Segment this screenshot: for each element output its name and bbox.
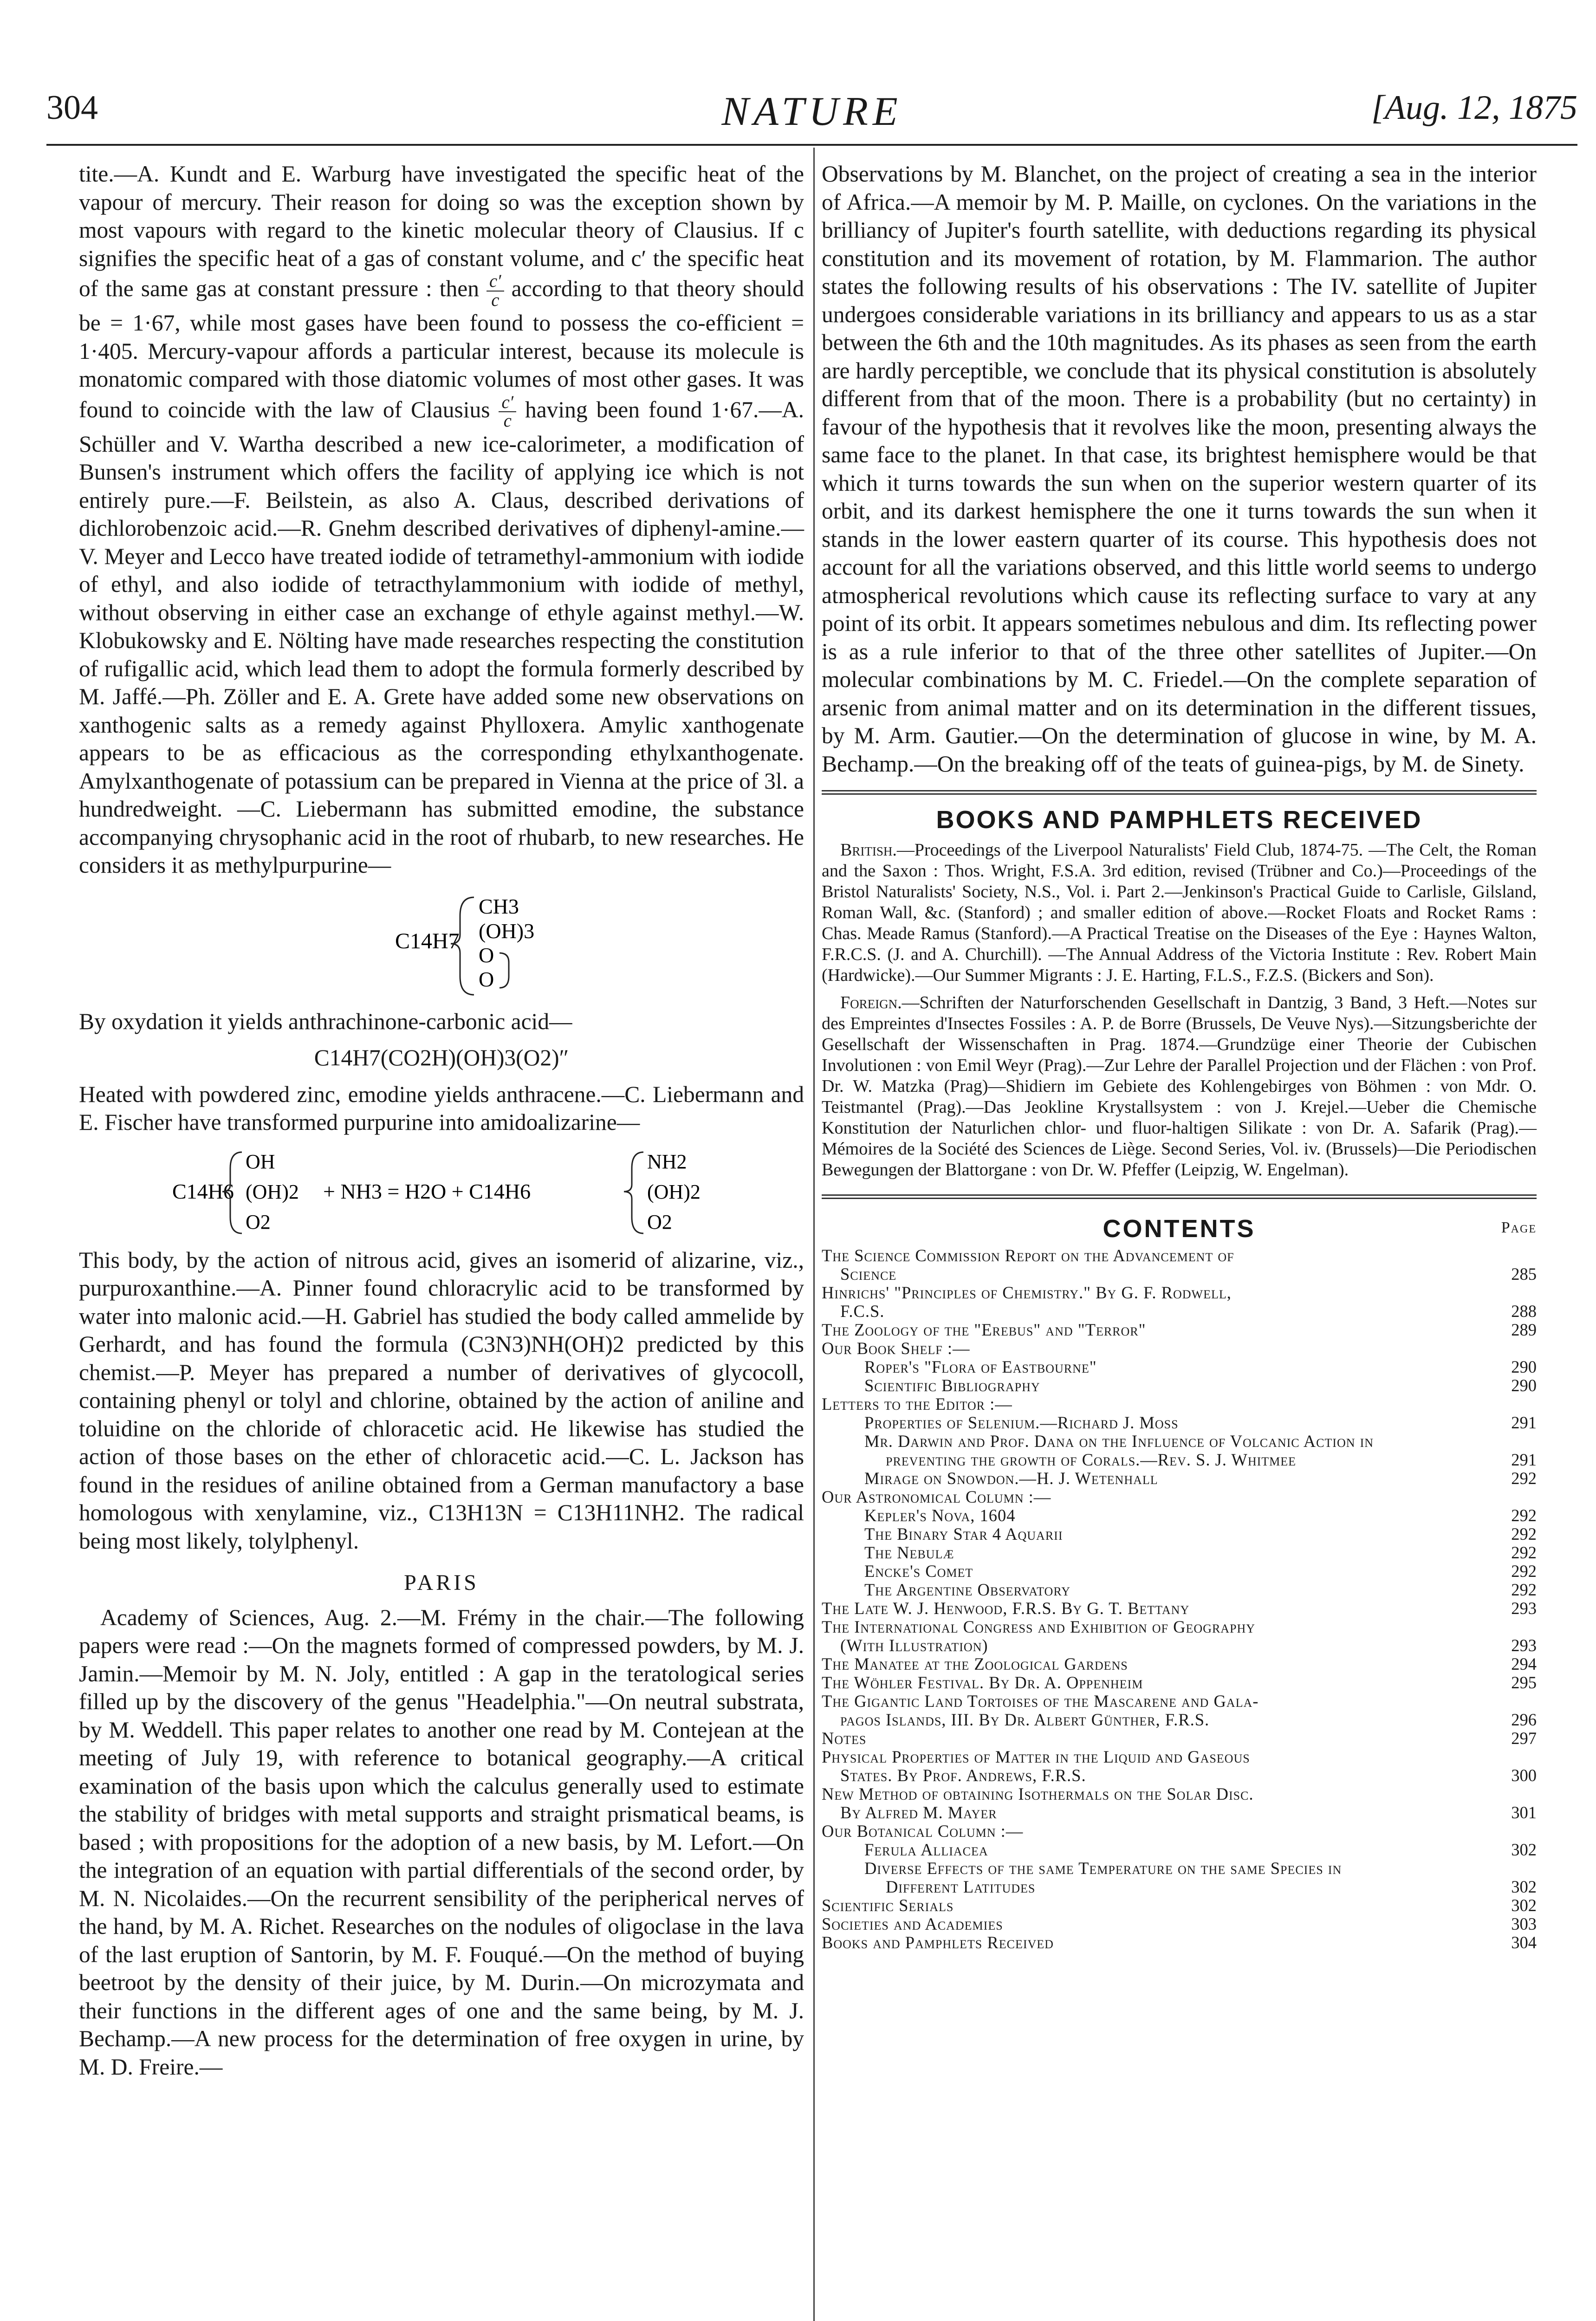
formula-methylpurpurine [79, 888, 804, 999]
toc-entry-title: Notes [822, 1729, 867, 1748]
formula1-inner-brace [500, 953, 509, 988]
toc-entry-title: Books and Pamphlets Received [822, 1933, 1054, 1952]
toc-entry-title: The Binary Star 4 Aquarii [864, 1524, 1063, 1543]
header-rule [46, 144, 1577, 146]
left-paragraph-1 [79, 160, 804, 880]
left-paragraph-3: Heated with powdered zinc, emodine yields anthracene.—C. Liebermann and E. Fischer have transformed purpurine into amidoalizarine— [79, 1081, 804, 1135]
toc-entry[interactable] [822, 1395, 1537, 1413]
toc-entry[interactable] [822, 1785, 1537, 1822]
toc-entry[interactable] [822, 1822, 1537, 1841]
british-entries: —Proceedings of the Liverpool Naturalists' Field Club, 1874-75. —The Celt, the Roman and the Saxon : Thos. Wright, F.S.A. 3rd edition, revised (Trübner and Co.)—Proceedings of the Bristol Naturalists' Society, N.S., Vol. i. Part 2.—Jenkinson's Practical Guide to Carlisle, Gilsland, Roman Wall, &c. (Stanford) ; and smaller edition of above.—Rocket Floats and Rocket Rams : Chas. Meade Ramus (Stanford).—A Practical Treatise on the Diseases of the Eye : Haynes Walton, F.R.C.S. (J. and A. Churchill). —The Annual Address of the Victoria Institute : Rev. Robert Main (Hardwicke).—Our Summer Migrants : J. E. Harting, F.L.S., F.Z.S. (Bickers and Son). [822, 840, 1537, 985]
books-section-title: BOOKS AND PAMPHLETS RECEIVED [936, 806, 1422, 834]
toc-entry[interactable] [822, 1599, 1537, 1618]
column-divider [813, 148, 815, 2321]
toc-entry-title: Scientific Bibliography [864, 1376, 1040, 1395]
section-rule-top [822, 790, 1537, 791]
formula3-left-term-3: O2 [246, 1210, 271, 1233]
left-p1-part2: according to that theory should be = 1·67, while most gases have been found to possess the co-efficient = 1·405. Mercury-vapour affords a particular interest, because its molecule is monatomic compared with those diatomic volumes of most other gases. It was found to coincide with the law of Clausius [79, 275, 804, 422]
toc-entry[interactable] [822, 1543, 1537, 1562]
books-list [822, 840, 1537, 1180]
toc-entry[interactable] [822, 1581, 1537, 1599]
formula-anthrachinone: C14H7(CO2H)(OH)3(O2)″ [314, 1045, 569, 1071]
formula-methylpurpurine-graphic [256, 888, 627, 999]
toc-entry-title: Our Book Shelf :— [822, 1339, 970, 1358]
toc-entry[interactable] [822, 1488, 1537, 1506]
foreign-label: Foreign. [840, 992, 902, 1012]
toc-entry[interactable] [822, 1321, 1537, 1339]
left-paragraph-2: By oxydation it yields anthrachinone-carbonic acid— [79, 1008, 572, 1034]
toc-entry-page: 300 [1511, 1766, 1537, 1785]
formula-amidoalizarine-graphic [79, 1145, 804, 1238]
toc-entry-continuation: F.C.S. [840, 1302, 885, 1321]
formula-amidoalizarine [79, 1145, 804, 1238]
section-rule-bottom [822, 793, 1537, 795]
left-column [79, 160, 804, 2081]
toc-entry-title: The Gigantic Land Tortoises of the Mascarene and Gala- [822, 1692, 1259, 1711]
toc-entry-continuation: By Alfred M. Mayer [840, 1803, 997, 1822]
british-label: British. [840, 840, 897, 860]
fraction-c-prime-over-c [487, 272, 504, 309]
toc-entry[interactable] [822, 1284, 1537, 1321]
toc-entry[interactable] [822, 1896, 1537, 1915]
toc-entry-continuation: preventing the growth of Corals.—Rev. S. J. Whitmee [886, 1450, 1297, 1469]
toc-entry[interactable] [822, 1246, 1537, 1284]
toc-entry[interactable] [822, 1413, 1537, 1432]
books-british [822, 840, 1537, 986]
toc-entry-page: 302 [1511, 1896, 1537, 1915]
fraction-numerator: c′ [487, 272, 504, 292]
table-of-contents [822, 1246, 1537, 1952]
toc-entry[interactable] [822, 1506, 1537, 1525]
toc-entry-page: 292 [1511, 1543, 1537, 1562]
left-p1-part1: tite.—A. Kundt and E. Warburg have investigated the specific heat of the vapour of mercury. Their reason for doing so was the exception shown by most vapours with regard to the kinetic molecular theory of Clausius. If c signifies the specific heat of a gas of constant volume, and c′ the specific heat of the same gas at constant pressure : then [79, 161, 804, 301]
formula1-term-3: O [479, 943, 494, 967]
formula3-right-term-3: O2 [647, 1210, 672, 1233]
left-paragraph-5: Academy of Sciences, Aug. 2.—M. Frémy in the chair.—The following papers were read :—On the magnets formed of compressed powders, by M. J. Jamin.—Memoir by M. N. Joly, entitled : A gap in the teratological series filled up by the discovery of the genus "Headelphia."—On neutral substrata, by M. Weddell. This paper relates to another one read by M. Contejean at the meeting of July 19, with reference to botanical geography.—A critical examination of the basis upon which the calculus generally used to estimate the stability of bridges with metal supports and straight prismatical beams, is based ; with propositions for the adoption of a new basis, by M. Lefort.—On the integration of an equation with partial differentials of the second order, by M. N. Nicolaides.—On the recurrent sensibility of the peripherical nerves of the hand, by M. A. Richet. Researches on the nodules of oligoclase in the lava of the last eruption of Santorin, by M. F. Fouqué.—On the method of buying beetroot by the density of their juice, by M. Durin.—On microzymata and their functions in the different ages of one and the same being, by M. J. Bechamp.—A new process for the determination of free oxygen in urine, by M. D. Freire.— [79, 1604, 804, 2080]
right-paragraph-1: Observations by M. Blanchet, on the project of creating a sea in the interior of Africa.—A memoir by M. P. Maille, on cyclones. On the variations in the brilliancy of Jupiter's fourth satellite, with deductions regarding its physical constitution and its movement of rotation, by M. Flammarion. The author states the following results of his observations : The IV. satellite of Jupiter undergoes considerable variations in its brilliancy and appears to us as a star between the 6th and the 10th magnitudes. As its phases as seen from the earth are hardly perceptible, we conclude that its physical constitution is absolutely different from that of the moon. There is a probability (but no certainty) in favour of the hypothesis that it revolves like the moon, presenting always the same face to the planet. In that case, its brightest hemisphere would be that which it turns towards the sun when on the superior western quarter of its orbit, and its darkest hemisphere the one it turns towards the sun when it stands in the lower eastern quarter of its course. This hypothesis does not account for all the variations observed, and this little world seems to undergo atmospherical revolutions which cause its reflecting surface to vary at any point of its orbit. It appears sometimes nebulous and dim. Its reflecting power is as a rule inferior to that of the three other satellites of Jupiter.—On molecular combinations by M. C. Friedel.—On the complete separation of arsenic from animal matter and on its determination in the different tissues, by M. Arm. Gautier.—On the determination of glucose in wine, by M. A. Bechamp.—On the breaking off of the teats of guinea-pigs, by M. de Sinety. [822, 161, 1537, 777]
toc-entry-title: The Argentine Observatory [864, 1580, 1071, 1599]
fraction-c-prime-over-c-2 [499, 394, 516, 430]
toc-entry-title: Properties of Selenium.—Richard J. Moss [864, 1413, 1179, 1432]
toc-entry-page: 289 [1511, 1320, 1537, 1339]
toc-entry-title: The Late W. J. Henwood, F.R.S. By G. T. Bettany [822, 1599, 1190, 1618]
toc-entry-title: New Method of obtaining Isothermals on the Solar Disc. [822, 1784, 1254, 1803]
toc-entry-page: 292 [1511, 1469, 1537, 1488]
formula1-term-2: (OH)3 [479, 919, 535, 943]
formula1-term-4: O [479, 967, 494, 991]
toc-entry-continuation: (With Illustration) [840, 1636, 988, 1655]
formula3-left-term-1: OH [246, 1150, 275, 1173]
toc-entry[interactable] [822, 1562, 1537, 1581]
toc-entry-page: 302 [1511, 1840, 1537, 1859]
contents-rule-bottom [822, 1198, 1537, 1199]
toc-entry-title: Diverse Effects of the same Temperature on the same Species in [864, 1859, 1342, 1878]
toc-entry-page: 293 [1511, 1636, 1537, 1655]
page-number: 304 [46, 89, 98, 127]
toc-entry-page: 297 [1511, 1729, 1537, 1748]
toc-entry-page: 285 [1511, 1264, 1537, 1284]
toc-entry-page: 295 [1511, 1673, 1537, 1692]
contents-rule-top [822, 1194, 1537, 1196]
toc-entry[interactable] [822, 1339, 1537, 1358]
issue-date: [Aug. 12, 1875 [1371, 89, 1577, 127]
toc-entry-continuation: States. By Prof. Andrews, F.R.S. [840, 1766, 1086, 1785]
formula1-base: C14H7 [395, 928, 460, 953]
toc-entry[interactable] [822, 1358, 1537, 1376]
toc-entry[interactable] [822, 1748, 1537, 1785]
toc-entry-continuation: Science [840, 1264, 897, 1284]
toc-entry-page: 288 [1511, 1302, 1537, 1321]
toc-entry-title: Our Botanical Column :— [822, 1822, 1024, 1841]
toc-entry-page: 292 [1511, 1580, 1537, 1599]
toc-entry[interactable] [822, 1655, 1537, 1673]
toc-entry-page: 303 [1511, 1914, 1537, 1933]
formula3-right-term-1: NH2 [647, 1150, 687, 1173]
books-foreign [822, 992, 1537, 1180]
toc-entry-title: Ferula Alliacea [864, 1840, 988, 1859]
toc-entry-page: 293 [1511, 1599, 1537, 1618]
contents-header [822, 1215, 1537, 1243]
toc-entry-title: Mirage on Snowdon.—H. J. Wetenhall [864, 1469, 1158, 1488]
contents-title: CONTENTS [1103, 1214, 1256, 1243]
toc-entry-title: Kepler's Nova, 1604 [864, 1506, 1016, 1525]
foreign-entries: —Schriften der Naturforschenden Gesellschaft in Dantzig, 3 Band, 3 Heft.—Notes sur des Empreintes d'Insectes Fossiles : A. P. de Borre (Brussels, De Veuve Nys).—Sitzungsberichte der Gesellschaft der Wissenschaften in Prag. 1874.—Grundzüge einer Theorie der Cubischen Involutionen : von Emil Weyr (Prag).—Zur Lehre der Parallel Projection und der Flächen : von Prof. Dr. W. Matzka (Prag)—Shidiern im Gebiete des Kohlengebirges von Böhmen : von Mdr. O. Teistmantel (Prag).—Das Jeokline Krystallsystem : von J. Krejel.—Ueber die Chemische Konstitution der Naturlichen chlor- und fluor-haltigen Silikate : von Dr. A. Safarik (Prag).—Mémoires de la Société des Sciences de Liège. Second Series, Vol. iv. (Brussels)—Die Periodischen Bewegungen der Blattorgane : von Dr. W. Pfeffer (Leipzig, W. Engelman). [822, 992, 1537, 1180]
toc-entry-title: The Zoology of the "Erebus" and "Terror" [822, 1320, 1146, 1339]
toc-entry[interactable] [822, 1729, 1537, 1748]
toc-entry-title: Encke's Comet [864, 1562, 973, 1581]
toc-entry-continuation: Different Latitudes [886, 1877, 1036, 1896]
fraction-denominator-2: c [503, 411, 512, 431]
toc-entry[interactable] [822, 1841, 1537, 1859]
toc-entry-title: Mr. Darwin and Prof. Dana on the Influence of Volcanic Action in [864, 1432, 1374, 1451]
formula3-right-brace [624, 1152, 643, 1233]
toc-entry-page: 291 [1511, 1450, 1537, 1469]
running-header [46, 88, 1577, 139]
toc-entry-page: 302 [1511, 1877, 1537, 1896]
toc-entry-title: Societies and Academies [822, 1914, 1003, 1933]
toc-entry[interactable] [822, 1525, 1537, 1543]
formula3-left-term-2: (OH)2 [246, 1180, 299, 1203]
toc-entry-page: 290 [1511, 1357, 1537, 1376]
toc-entry-title: The Nebulæ [864, 1543, 954, 1562]
left-paragraph-4: This body, by the action of nitrous acid, gives an isomerid of alizarine, viz., purpuroxanthine.—A. Pinner found chloracrylic acid to be transformed by water into malonic acid.—H. Gabriel has studied the body called ammelide by Gerhardt, and has found the formula (C3N3)NH(OH)2 predicted by this chemist.—P. Meyer has prepared a number of derivatives of glycocoll, containing phenyl or tolyl and chlorine, obtained by the action of aniline and toluidine on the chloride of chloracetic acid. He likewise has studied the action of those bases on the ether of chloracetic acid.—C. L. Jackson has found in the residues of aniline obtained from a German manufactory a base homologous with xenylamine, viz., C13H13N = C13H11NH2. The radical being most likely, tolylphenyl. [79, 1247, 804, 1554]
toc-entry[interactable] [822, 1673, 1537, 1692]
toc-entry[interactable] [822, 1376, 1537, 1395]
left-p1-part3: having been found 1·67.—A. Schüller and V. Wartha described a new ice-calorimeter, a modification of Bunsen's instrument which offers the facility of applying ice which is not entirely pure.—F. Beilstein, as also A. Claus, described derivations of dichlorobenzoic acid.—R. Gnehm described derivatives of diphenyl-amine.—V. Meyer and Lecco have treated iodide of tetramethyl-ammonium with iodide of ethyl, and also iodide of tetracthylammonium with iodide of methyl, without observing in either case an exchange of ethyle against methyl.—W. Klobukowsky and E. Nölting have made researches respecting the constitution of rufigallic acid, which lead them to adopt the formula formerly described by M. Jaffé.—Ph. Zöller and E. A. Grete have added some new observations on xanthogenic salts as a remedy against Phylloxera. Amylic xanthogenate appears to be as efficacious as the corresponding ethylxanthogenate. Amylxanthogenate of potassium can be prepared in Vienna at the price of 3l. a hundredweight. —C. Liebermann has submitted emodine, the substance accompanying chrysophanic acid in the root of rhubarb, to new researches. He considers it as methylpurpurine— [79, 396, 804, 878]
toc-entry-page: 301 [1511, 1803, 1537, 1822]
toc-entry-title: Roper's "Flora of Eastbourne" [864, 1357, 1097, 1376]
toc-entry[interactable] [822, 1469, 1537, 1488]
toc-entry-title: The Wöhler Festival. By Dr. A. Oppenheim [822, 1673, 1143, 1692]
toc-entry[interactable] [822, 1915, 1537, 1933]
toc-entry-page: 290 [1511, 1376, 1537, 1395]
fraction-denominator: c [491, 290, 500, 310]
toc-entry-page: 294 [1511, 1654, 1537, 1673]
contents-page-label: Page [1501, 1219, 1537, 1236]
toc-entry-title: The Manatee at the Zoological Gardens [822, 1654, 1128, 1673]
toc-entry-page: 291 [1511, 1413, 1537, 1432]
formula1-term-1: CH3 [479, 894, 519, 918]
formula3-middle: + NH3 = H2O + C14H6 [323, 1179, 531, 1203]
formula3-right-term-2: (OH)2 [647, 1180, 701, 1203]
toc-entry-title: The International Congress and Exhibition of Geography [822, 1617, 1256, 1636]
toc-entry-page: 292 [1511, 1524, 1537, 1543]
toc-entry[interactable] [822, 1859, 1537, 1896]
right-column [822, 160, 1537, 1952]
toc-entry-page: 292 [1511, 1506, 1537, 1525]
toc-entry-title: Our Astronomical Column :— [822, 1487, 1051, 1506]
toc-entry-page: 292 [1511, 1562, 1537, 1581]
toc-entry-title: Letters to the Editor :— [822, 1394, 1012, 1413]
toc-entry-title: Hinrichs' "Principles of Chemistry." By G. F. Rodwell, [822, 1283, 1232, 1302]
fraction-numerator-2: c′ [499, 394, 516, 413]
toc-entry[interactable] [822, 1933, 1537, 1952]
paris-heading: PARIS [404, 1570, 479, 1595]
toc-entry-title: The Science Commission Report on the Advancement of [822, 1246, 1234, 1265]
toc-entry-page: 296 [1511, 1710, 1537, 1729]
formula3-left-base: C14H6 [172, 1179, 234, 1203]
toc-entry-page: 304 [1511, 1933, 1537, 1952]
toc-entry-title: Scientific Serials [822, 1896, 954, 1915]
toc-entry[interactable] [822, 1618, 1537, 1655]
toc-entry[interactable] [822, 1692, 1537, 1729]
toc-entry-title: Physical Properties of Matter in the Liquid and Gaseous [822, 1747, 1250, 1766]
journal-title: NATURE [721, 89, 902, 134]
toc-entry[interactable] [822, 1432, 1537, 1469]
toc-entry-continuation: pagos Islands, III. By Dr. Albert Günther, F.R.S. [840, 1710, 1210, 1729]
